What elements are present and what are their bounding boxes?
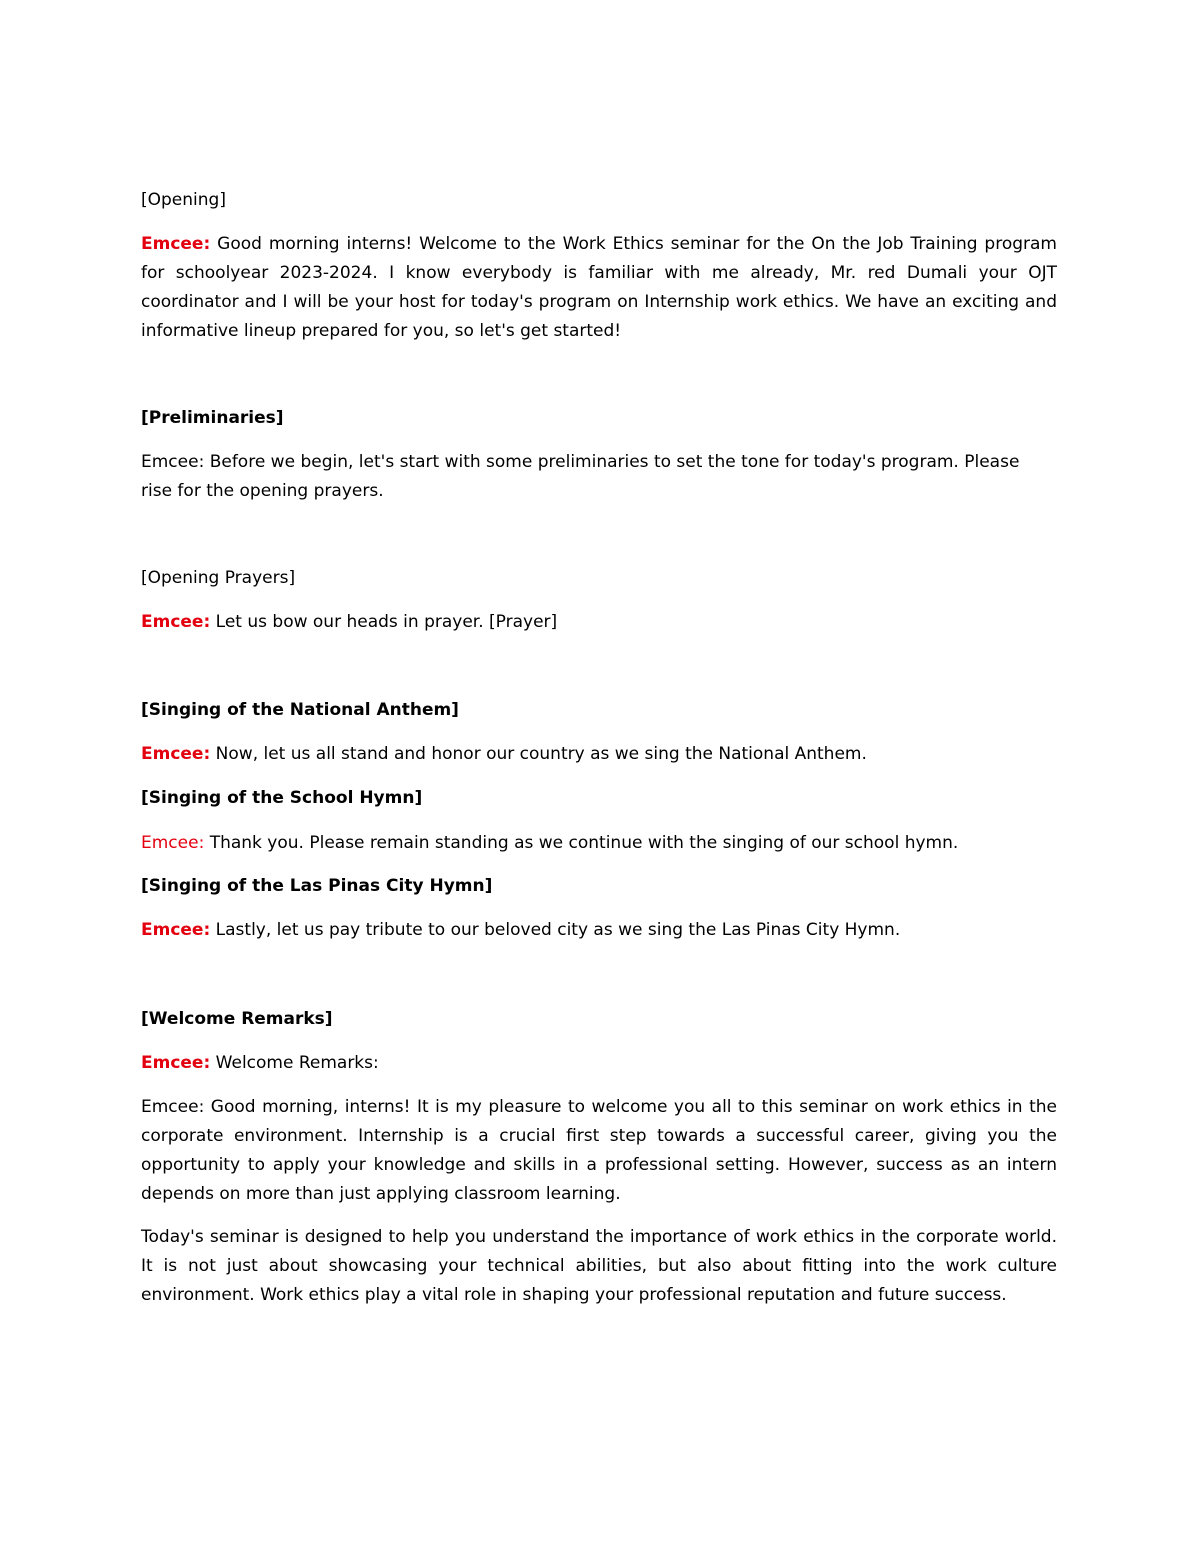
welcome-remarks-heading: [Welcome Remarks] [141, 1009, 333, 1029]
city-hymn-paragraph [141, 916, 1057, 945]
anthem-text: Now, let us all stand and honor our country as we sing the National Anthem. [210, 744, 867, 764]
welcome-remarks-line [141, 1049, 1057, 1078]
preliminaries-paragraph: Emcee: Before we begin, let's start with some preliminaries to set the tone for today's program. Please rise for the opening prayers. [141, 452, 1020, 501]
speaker-label: Emcee: [141, 744, 211, 764]
welcome-remarks-text: Welcome Remarks: [210, 1053, 379, 1073]
speaker-label: Emcee: [141, 920, 211, 940]
city-hymn-heading: [Singing of the Las Pinas City Hymn] [141, 876, 493, 896]
preliminaries-heading: [Preliminaries] [141, 408, 284, 428]
opening-prayers-heading: [Opening Prayers] [141, 568, 296, 588]
opening-paragraph [141, 230, 1057, 346]
city-hymn-text: Lastly, let us pay tribute to our beloved city as we sing the Las Pinas City Hymn. [210, 920, 901, 940]
school-hymn-paragraph [141, 829, 1057, 858]
opening-text: Good morning interns! Welcome to the Work Ethics seminar for the On the Job Training program for schoolyear 2023-2024. I know everybody is familiar with me already, Mr. red Dumali your OJT coordinator and I will be your host for today's program on Internship work ethics. We have an exciting and informative lineup prepared for you, so let's get started! [141, 234, 1057, 341]
speaker-label: Emcee: [141, 1053, 211, 1073]
welcome-paragraph-1: Emcee: Good morning, interns! It is my pleasure to welcome you all to this seminar on work ethics in the corporate environment. Internship is a crucial first step towards a successful career, giving you the opportunity to apply your knowledge and skills in a professional setting. However, success as an intern depends on more than just applying classroom learning. [141, 1097, 1057, 1204]
speaker-label: Emcee: [141, 833, 205, 853]
welcome-paragraph-2: Today's seminar is designed to help you understand the importance of work ethics in the corporate world. It is not just about showcasing your technical abilities, but also about fitting into the work culture environment. Work ethics play a vital role in shaping your professional reputation and future success. [141, 1227, 1057, 1305]
opening-heading: [Opening] [141, 190, 226, 210]
anthem-paragraph [141, 740, 1057, 769]
prayers-paragraph [141, 608, 1057, 637]
speaker-label: Emcee: [141, 234, 211, 254]
national-anthem-heading: [Singing of the National Anthem] [141, 700, 459, 720]
prayers-text: Let us bow our heads in prayer. [Prayer] [210, 612, 558, 632]
speaker-label: Emcee: [141, 612, 211, 632]
school-hymn-text: Thank you. Please remain standing as we continue with the singing of our school hymn. [204, 833, 959, 853]
school-hymn-heading: [Singing of the School Hymn] [141, 788, 423, 808]
